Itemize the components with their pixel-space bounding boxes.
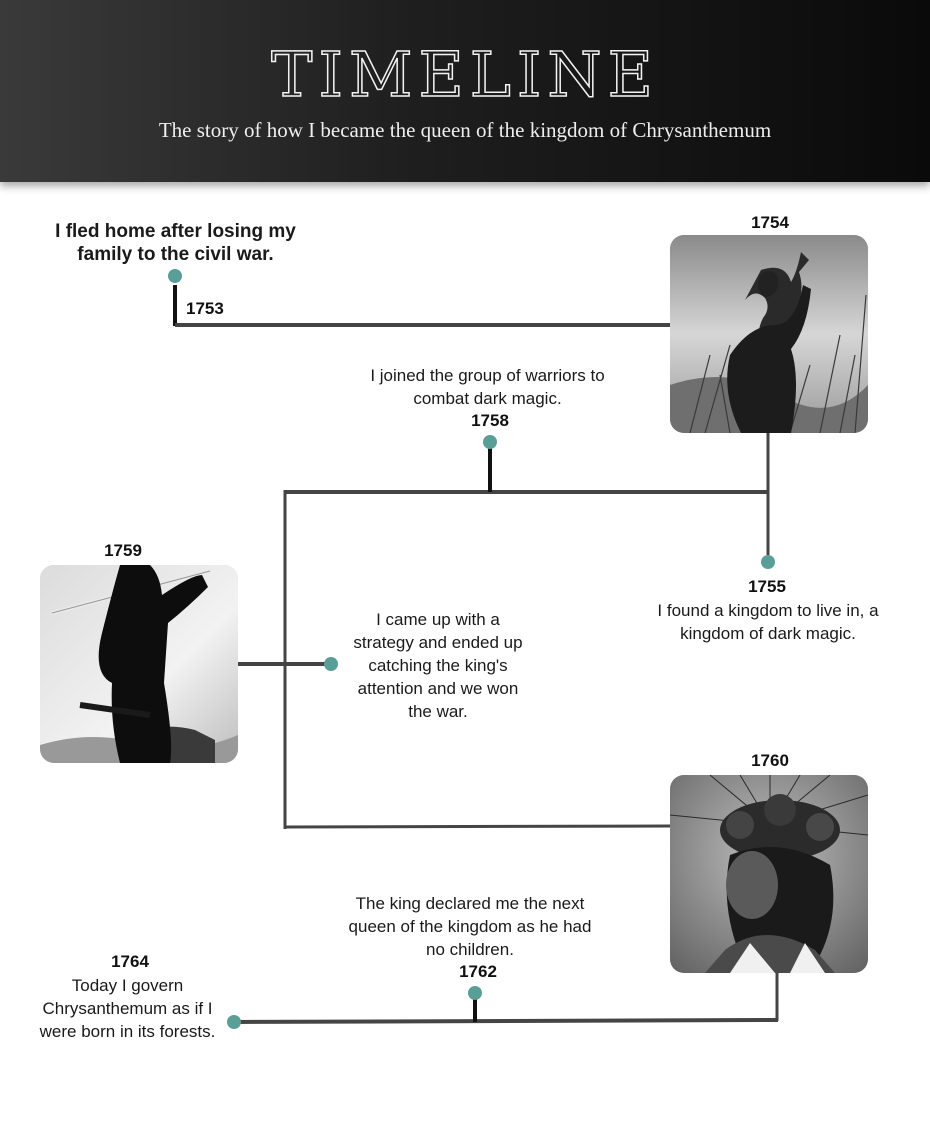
timeline-dot-1762 xyxy=(468,986,482,1000)
event-1755-text: I found a kingdom to live in, a kingdom of dark magic. xyxy=(657,601,879,643)
connector-line xyxy=(285,826,670,827)
event-1764-text: Today I govern Chrysanthemum as if I were born in its forests. xyxy=(39,976,216,1041)
event-1762-text: The king declared me the next queen of the kingdom as he had no children. xyxy=(348,894,592,959)
samurai-with-sword-photo xyxy=(40,565,238,763)
woman-dancing-in-grass-photo xyxy=(670,235,868,433)
event-1758-text: I joined the group of warriors to combat dark magic. xyxy=(370,366,605,408)
event-1762-year: 1762 xyxy=(459,962,497,981)
page-subtitle: The story of how I became the queen of the kingdom of Chrysanthemum xyxy=(158,118,772,142)
event-1764-year: 1764 xyxy=(111,952,149,971)
timeline-dot-1764 xyxy=(227,1015,241,1029)
event-1755-year: 1755 xyxy=(748,577,786,596)
page-title: TIMELINE xyxy=(271,38,659,111)
event-1753-text: I fled home after losing my family to the civil war. xyxy=(55,221,296,265)
event-1760-year: 1760 xyxy=(751,751,789,770)
event-1754-year: 1754 xyxy=(751,213,789,232)
woman-with-flower-crown-photo xyxy=(670,775,868,973)
event-1759-text: I came up with a strategy and ended up catching the king's attention and we won the war. xyxy=(353,610,523,721)
timeline-dot-1758 xyxy=(483,435,497,449)
event-1759-year: 1759 xyxy=(104,541,142,560)
event-1758-year: 1758 xyxy=(471,411,509,430)
event-1753-year: 1753 xyxy=(186,299,224,318)
timeline-dot-1759 xyxy=(324,657,338,671)
connector-line xyxy=(234,1020,778,1022)
timeline-dot-1753 xyxy=(168,269,182,283)
timeline-dot-1755 xyxy=(761,555,775,569)
